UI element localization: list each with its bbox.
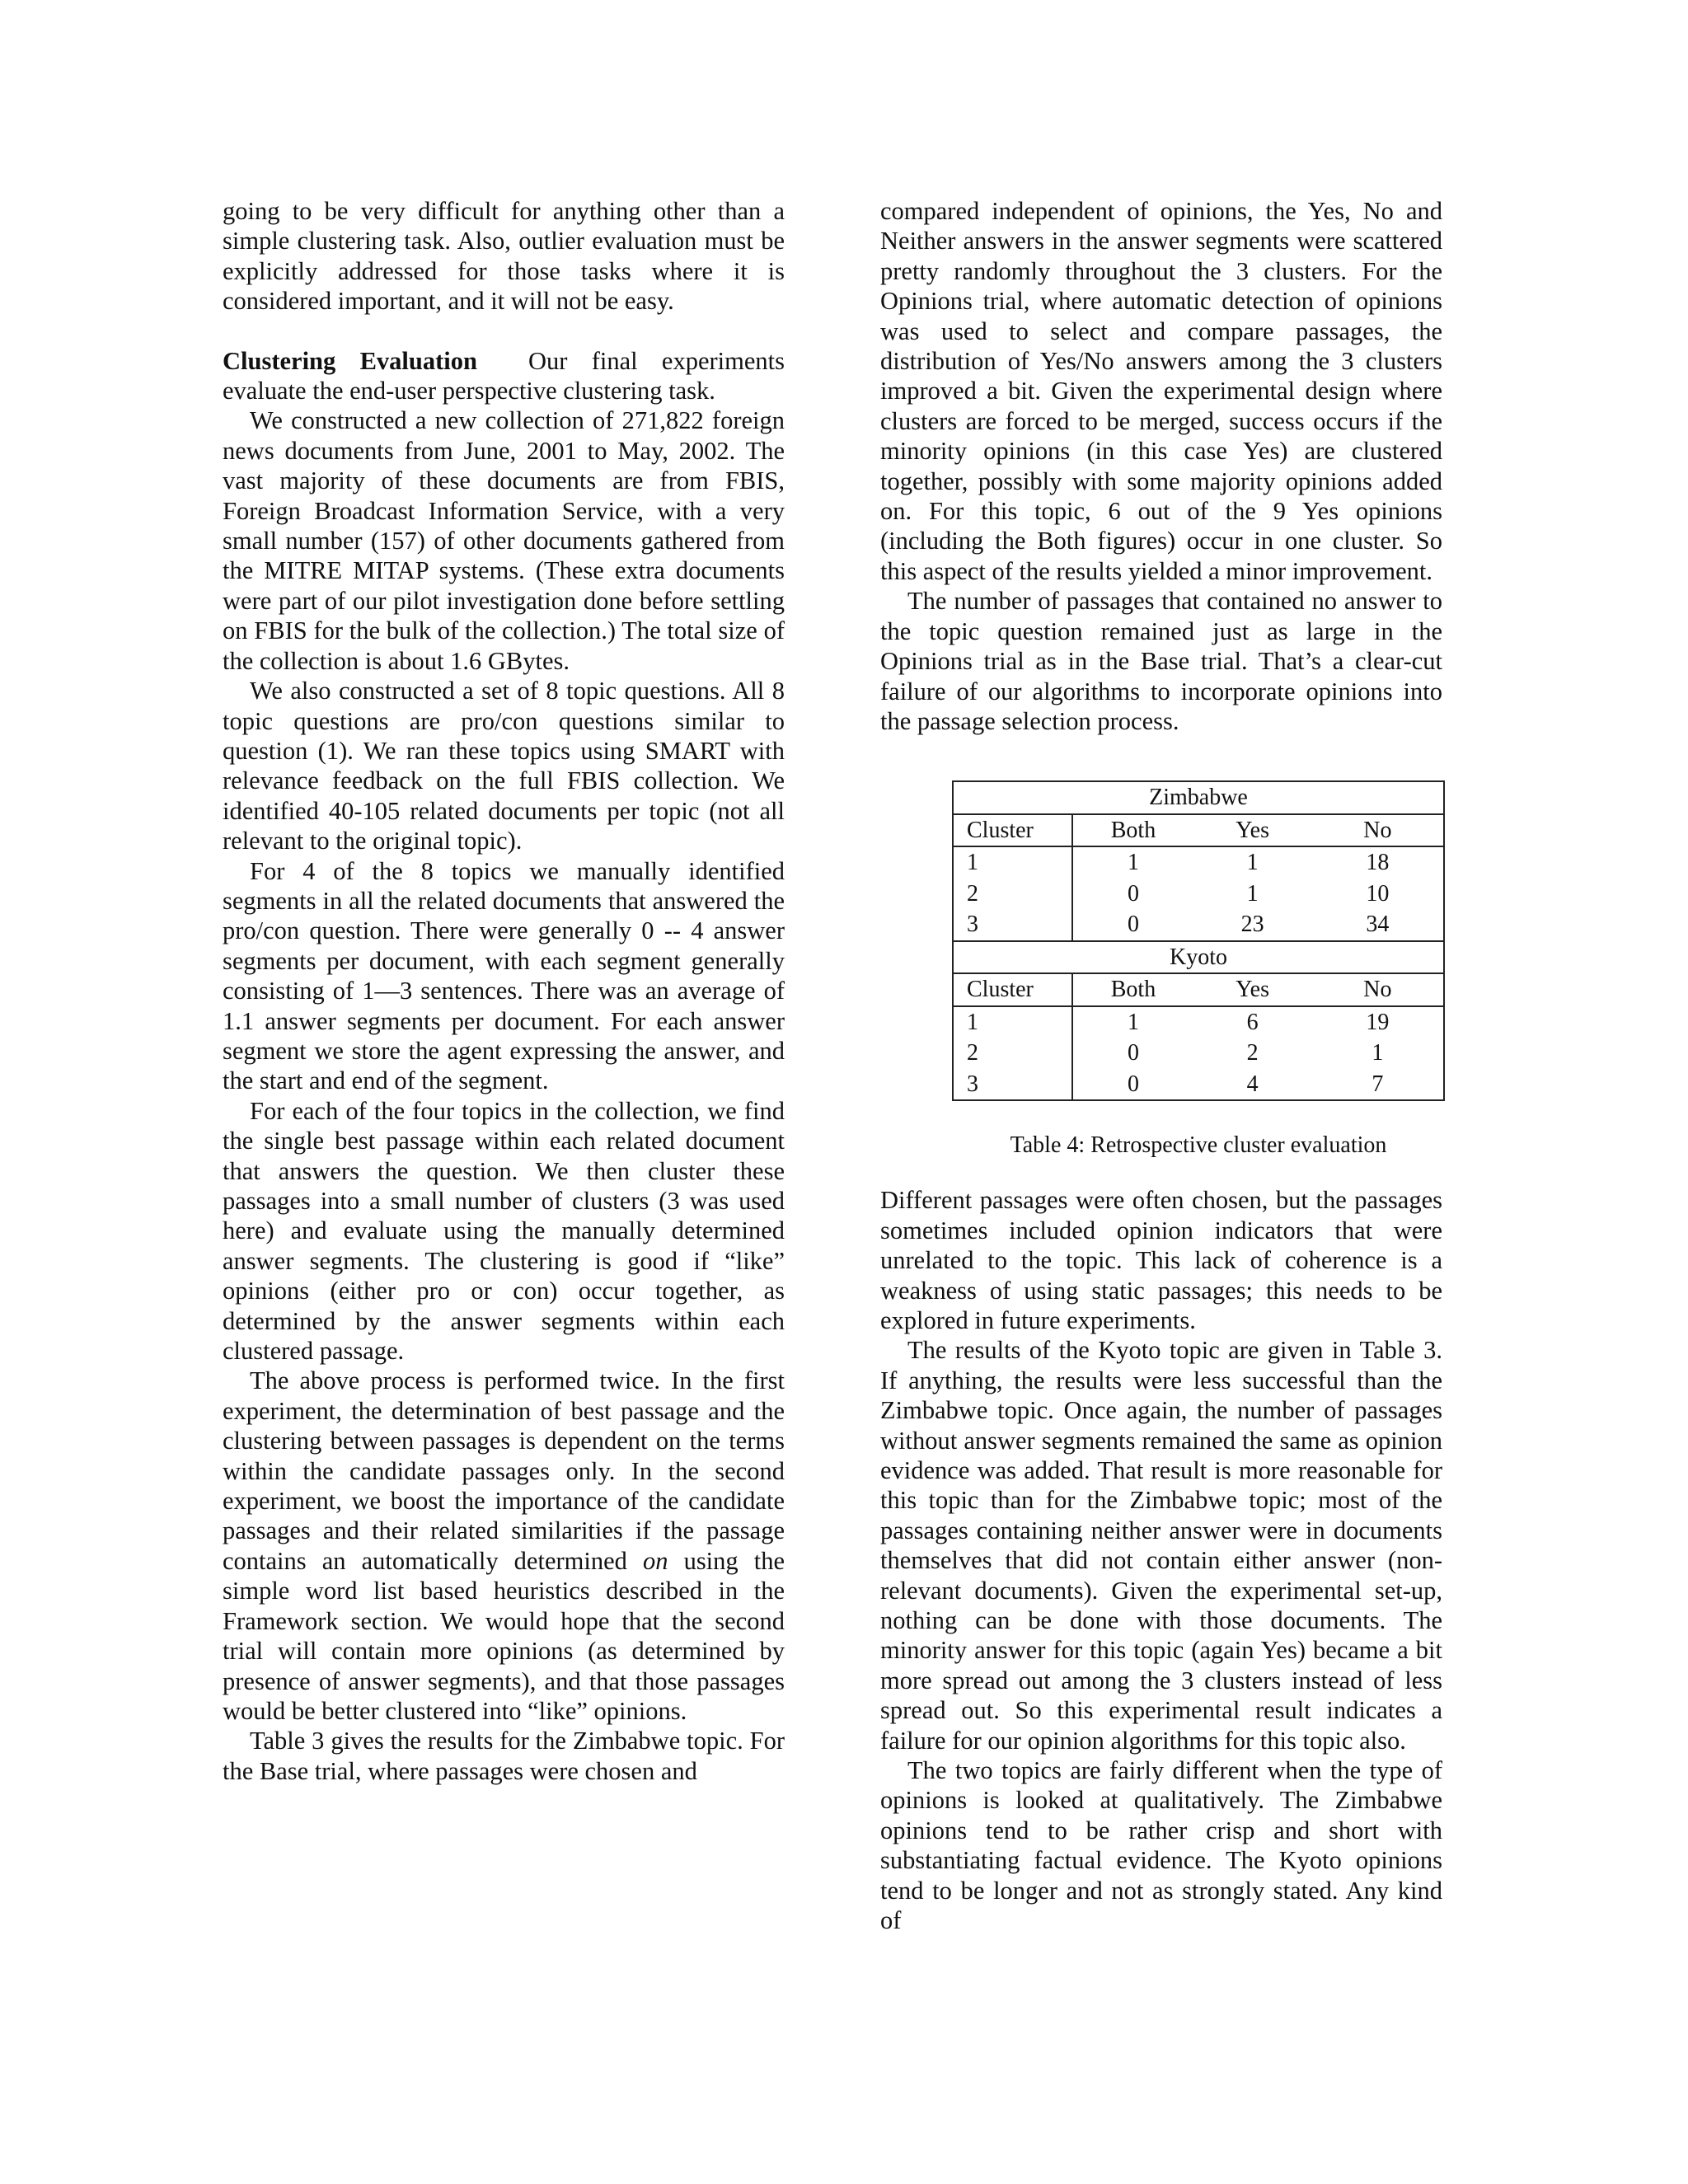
table-header-cell: Cluster bbox=[953, 973, 1072, 1006]
table-cell: 1 bbox=[1246, 850, 1259, 876]
section-intro-text: Our final experiments evaluate the end-user perspective clustering task. bbox=[223, 346, 785, 405]
cluster-evaluation-table bbox=[952, 780, 1445, 1101]
table-group-title: Zimbabwe bbox=[953, 781, 1444, 814]
table-row bbox=[953, 846, 1444, 879]
table-cell: 18 bbox=[1366, 850, 1390, 876]
table-header-cell: No bbox=[1312, 814, 1444, 847]
table-caption: Table 4: Retrospective cluster evaluation bbox=[1010, 1132, 1387, 1159]
p7-before-text: The above process is performed twice. In the first experiment, the determination of best passage and the clustering between passages is dependent on the terms within the candidate passages only. In the second experiment, we boost the importance of the candidate passages and their related similarities if the passage contains an automatically determined bbox=[223, 1366, 785, 1575]
table-header-row bbox=[953, 973, 1444, 1006]
table-row bbox=[953, 1038, 1444, 1069]
table-cell: 3 bbox=[953, 1069, 1072, 1101]
p7-emphasis-text: on bbox=[642, 1546, 668, 1575]
table-cell: 1 bbox=[1127, 1009, 1139, 1035]
table-cell: 1 bbox=[1246, 880, 1259, 907]
table-row bbox=[953, 1069, 1444, 1101]
table-cell: 10 bbox=[1366, 880, 1390, 907]
table-cell: 2 bbox=[1246, 1040, 1259, 1066]
table-cell: 2 bbox=[953, 1038, 1072, 1069]
table-row bbox=[953, 879, 1444, 910]
table-cell: 6 bbox=[1246, 1009, 1259, 1035]
table-header-cell: No bbox=[1312, 973, 1444, 1006]
paragraph-kyoto-results: The results of the Kyoto topic are given in Table 3. If anything, the results were less successful than the Zimbabwe topic. Once again, the number of passages without answer segments remained the same as opinion evidence was added. That result is more reasonable for this topic than for the Zimbabwe topic; most of the passages containing neither answer were in documents themselves that did not contain either answer (non-relevant documents). Given the experimental set-up, nothing can be done with those documents. The minority answer for this topic (again Yes) became a bit more spread out among the 3 clusters instead of less spread out. So this experimental result indicates a failure for our opinion algorithms for this topic also. bbox=[880, 1336, 1442, 1755]
table-cell: 1 bbox=[1127, 850, 1139, 876]
table-cell: 3 bbox=[953, 909, 1072, 941]
section-heading: Clustering Evaluation bbox=[223, 346, 477, 375]
p7-after-text: using the simple word list based heuristics described in the Framework section. We would hope that the second trial will contain more opinions (as determined by presence of answer segments), and that those passages would be better clustered into “like” opinions. bbox=[223, 1546, 785, 1725]
table-row bbox=[953, 1006, 1444, 1038]
table-group-title-row bbox=[953, 781, 1444, 814]
table-cell: 23 bbox=[1240, 912, 1264, 938]
table-cell: 1 bbox=[1372, 1040, 1384, 1066]
paragraph-two-experiments bbox=[223, 1366, 785, 1726]
table-cell: 19 bbox=[1366, 1009, 1390, 1035]
paragraph-collection: We constructed a new collection of 271,822 foreign news documents from June, 2001 to May, 2002. The vast majority of these documents are from FBIS, Foreign Broadcast Information Service, with a very small number (157) of other documents gathered from the MITRE MITAP systems. (These extra documents were part of our pilot investigation done before settling on FBIS for the bulk of the collection.) The total size of the collection is about 1.6 GBytes. bbox=[223, 406, 785, 675]
table-cell: 7 bbox=[1372, 1071, 1384, 1097]
table-cell: 0 bbox=[1127, 880, 1139, 907]
table-cell: 4 bbox=[1246, 1071, 1259, 1097]
table-row bbox=[953, 909, 1444, 941]
table-cell: 0 bbox=[1127, 912, 1139, 938]
paragraph-table3-zimbabwe: Table 3 gives the results for the Zimbabwe topic. For the Base trial, where passages were chosen and bbox=[223, 1727, 785, 1785]
table-cell: 1 bbox=[953, 1006, 1072, 1038]
paragraph-continuation: going to be very difficult for anything other than a simple clustering task. Also, outlier evaluation must be explicitly addressed for those tasks where it is considered important, and it will not be easy. bbox=[223, 197, 785, 316]
paragraph-best-passage: For each of the four topics in the collection, we find the single best passage within each related document that answers the question. We then cluster these passages into a small number of clusters (3 was used here) and evaluate using the manually determined answer segments. The clustering is good if “like” opinions (either pro or con) occur together, as determined by the answer segments within each clustered passage. bbox=[223, 1096, 785, 1366]
paragraph-topic-comparison: The two topics are fairly different when the type of opinions is looked at qualitatively. The Zimbabwe opinions tend to be rather crisp and short with substantiating factual evidence. The Kyoto opinions tend to be longer and not as strongly stated. Any kind of bbox=[880, 1756, 1442, 1935]
table-group-title: Kyoto bbox=[953, 941, 1444, 974]
table-header-cell: Yes bbox=[1193, 814, 1311, 847]
right-column bbox=[880, 196, 1442, 1935]
table-cell: 0 bbox=[1127, 1040, 1139, 1066]
paragraph-base-trial-results: compared independent of opinions, the Yes, No and Neither answers in the answer segments were scattered pretty randomly throughout the 3 clusters. For the Opinions trial, where automatic detection of opinions was used to select and compare passages, the distribution of Yes/No answers among the 3 clusters improved a bit. Given the experimental design where clusters are forced to be merged, success occurs if the minority opinions (in this case Yes) are clustered together, possibly with some majority opinions added on. For this topic, 6 out of the 9 Yes opinions (including the Both figures) occur in one cluster. So this aspect of the results yielded a minor improvement. bbox=[880, 197, 1442, 585]
table-cell: 1 bbox=[953, 846, 1072, 879]
table-header-cell: Cluster bbox=[953, 814, 1072, 847]
paragraph-different-passages: Different passages were often chosen, but the passages sometimes included opinion indicators that were unrelated to the topic. This lack of coherence is a weakness of using static passages; this needs to be explored in future experiments. bbox=[880, 1186, 1442, 1334]
table-group-title-row bbox=[953, 941, 1444, 974]
table-cell: 0 bbox=[1127, 1071, 1139, 1097]
table-header-cell: Both bbox=[1072, 814, 1193, 847]
paragraph-no-answer: The number of passages that contained no answer to the topic question remained just as large in the Opinions trial as in the Base trial. That’s a clear-cut failure of our algorithms to incorporate opinions into the passage selection process. bbox=[880, 587, 1442, 735]
paragraph-topic-questions: We also constructed a set of 8 topic questions. All 8 topic questions are pro/con questions similar to question (1). We ran these topics using SMART with relevance feedback on the full FBIS collection. We identified 40-105 related documents per topic (not all relevant to the original topic). bbox=[223, 677, 785, 855]
table-cell: 34 bbox=[1366, 912, 1390, 938]
cluster-table-wrapper bbox=[952, 780, 1445, 1101]
left-column bbox=[223, 196, 785, 1786]
paragraph-segments: For 4 of the 8 topics we manually identified segments in all the related documents that answered the pro/con question. There were generally 0 -- 4 answer segments per document, with each segment generally consisting of 1—3 sentences. There was an average of 1.1 answer segments per document. For each answer segment we store the agent expressing the answer, and the start and end of the segment. bbox=[223, 856, 785, 1095]
paragraph-clustering-evaluation bbox=[223, 346, 785, 406]
table-header-cell: Both bbox=[1072, 973, 1193, 1006]
table-cell: 2 bbox=[953, 879, 1072, 910]
table-header-row bbox=[953, 814, 1444, 847]
table-header-cell: Yes bbox=[1193, 973, 1311, 1006]
